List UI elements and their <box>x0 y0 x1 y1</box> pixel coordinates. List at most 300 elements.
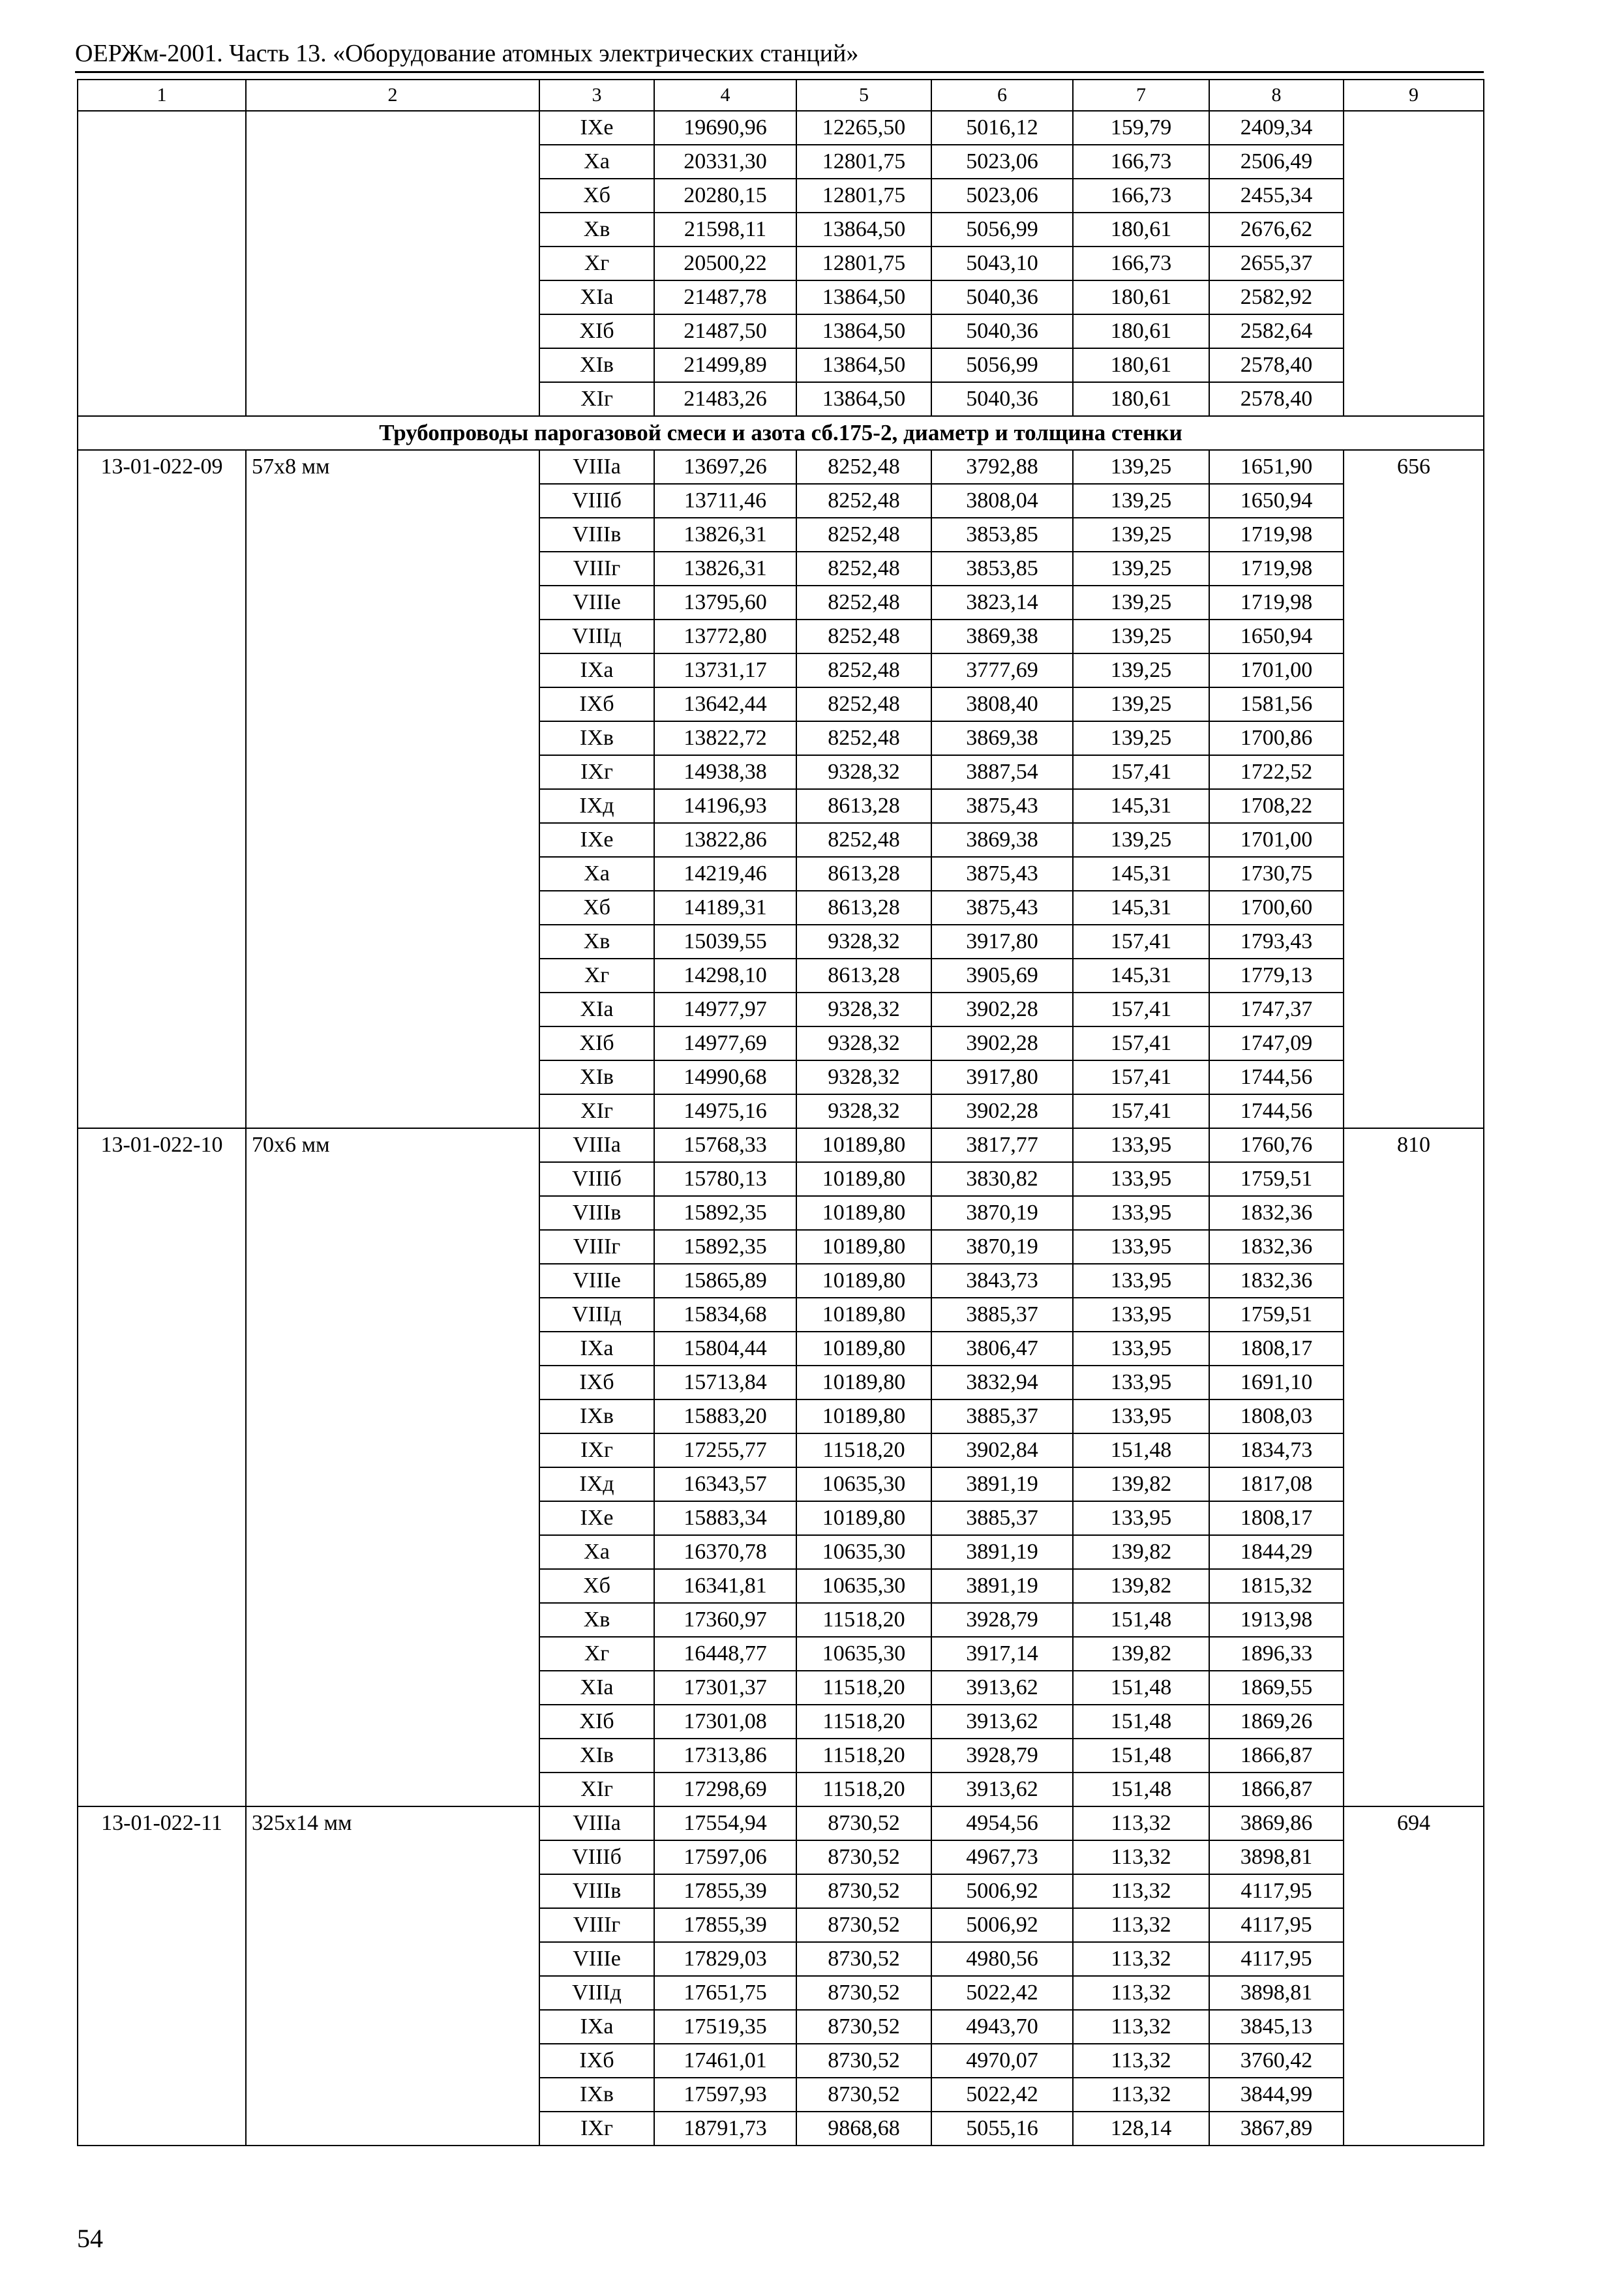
machinist-wages-cell: 151,48 <box>1073 1773 1209 1806</box>
machine-cost-cell: 5023,06 <box>931 179 1073 213</box>
machine-cost-cell: 5006,92 <box>931 1874 1073 1908</box>
machine-cost-cell: 3905,69 <box>931 959 1073 993</box>
machinist-wages-cell: 133,95 <box>1073 1366 1209 1399</box>
materials-cost-cell: 1759,51 <box>1209 1298 1344 1332</box>
materials-cost-cell: 1793,43 <box>1209 925 1344 959</box>
materials-cost-cell: 4117,95 <box>1209 1942 1344 1976</box>
machine-cost-cell: 3817,77 <box>931 1128 1073 1162</box>
zone-cell: Xб <box>539 891 654 925</box>
machine-cost-cell: 3869,38 <box>931 620 1073 653</box>
total-cost-cell: 13642,44 <box>654 687 796 721</box>
materials-cost-cell: 1808,17 <box>1209 1501 1344 1535</box>
machine-cost-cell: 4943,70 <box>931 2010 1073 2044</box>
zone-cell: Xг <box>539 247 654 280</box>
column-number: 1 <box>78 80 246 111</box>
machine-cost-cell: 3808,04 <box>931 484 1073 518</box>
machinist-wages-cell: 113,32 <box>1073 2078 1209 2112</box>
wages-cell: 10189,80 <box>796 1128 931 1162</box>
total-cost-cell: 13772,80 <box>654 620 796 653</box>
machine-cost-cell: 3875,43 <box>931 789 1073 823</box>
machine-cost-cell: 3823,14 <box>931 586 1073 620</box>
machine-cost-cell: 3875,43 <box>931 857 1073 891</box>
machinist-wages-cell: 113,32 <box>1073 1806 1209 1840</box>
materials-cost-cell: 3867,89 <box>1209 2112 1344 2146</box>
machine-cost-cell: 3885,37 <box>931 1501 1073 1535</box>
machinist-wages-cell: 145,31 <box>1073 891 1209 925</box>
wages-cell: 10189,80 <box>796 1298 931 1332</box>
wages-cell: 10189,80 <box>796 1230 931 1264</box>
machinist-wages-cell: 113,32 <box>1073 1942 1209 1976</box>
total-cost-cell: 15865,89 <box>654 1264 796 1298</box>
wages-cell: 9328,32 <box>796 755 931 789</box>
wages-cell: 8730,52 <box>796 1942 931 1976</box>
wages-cell: 13864,50 <box>796 280 931 314</box>
total-cost-cell: 17255,77 <box>654 1433 796 1467</box>
machinist-wages-cell: 145,31 <box>1073 789 1209 823</box>
wages-cell: 12801,75 <box>796 247 931 280</box>
materials-cost-cell: 1896,33 <box>1209 1637 1344 1671</box>
item-code: 13-01-022-11 <box>78 1806 246 2146</box>
total-cost-cell: 15834,68 <box>654 1298 796 1332</box>
total-cost-cell: 17313,86 <box>654 1739 796 1773</box>
zone-cell: IXг <box>539 2112 654 2146</box>
wages-cell: 8252,48 <box>796 450 931 484</box>
zone-cell: VIIIд <box>539 1298 654 1332</box>
machine-cost-cell: 3853,85 <box>931 552 1073 586</box>
column-number: 3 <box>539 80 654 111</box>
zone-cell: XIв <box>539 1739 654 1773</box>
zone-cell: VIIIб <box>539 1840 654 1874</box>
column-number: 6 <box>931 80 1073 111</box>
machine-cost-cell: 3891,19 <box>931 1569 1073 1603</box>
machine-cost-cell: 5040,36 <box>931 382 1073 416</box>
section-title: Трубопроводы парогазовой смеси и азота сб.175-2, диаметр и толщина стенки <box>78 416 1484 450</box>
total-cost-cell: 16448,77 <box>654 1637 796 1671</box>
total-cost-cell: 17298,69 <box>654 1773 796 1806</box>
materials-cost-cell: 1808,03 <box>1209 1399 1344 1433</box>
zone-cell: VIIIа <box>539 450 654 484</box>
materials-cost-cell: 2578,40 <box>1209 382 1344 416</box>
materials-cost-cell: 2506,49 <box>1209 145 1344 179</box>
machinist-wages-cell: 133,95 <box>1073 1264 1209 1298</box>
materials-cost-cell: 1815,32 <box>1209 1569 1344 1603</box>
wages-cell: 10635,30 <box>796 1467 931 1501</box>
materials-cost-cell: 1701,00 <box>1209 653 1344 687</box>
column-number: 2 <box>246 80 539 111</box>
table-row <box>78 111 1484 145</box>
zone-cell: Xа <box>539 145 654 179</box>
wages-cell: 10189,80 <box>796 1162 931 1196</box>
total-cost-cell: 20280,15 <box>654 179 796 213</box>
total-cost-cell: 21487,50 <box>654 314 796 348</box>
wages-cell: 8730,52 <box>796 2044 931 2078</box>
wages-cell: 11518,20 <box>796 1739 931 1773</box>
wages-cell: 13864,50 <box>796 382 931 416</box>
machine-cost-cell: 3806,47 <box>931 1332 1073 1366</box>
total-cost-cell: 13795,60 <box>654 586 796 620</box>
page-number: 54 <box>77 2224 103 2253</box>
machine-cost-cell: 3870,19 <box>931 1230 1073 1264</box>
table-body <box>78 80 1484 2146</box>
materials-cost-cell: 1866,87 <box>1209 1739 1344 1773</box>
machine-cost-cell: 5040,36 <box>931 280 1073 314</box>
machinist-wages-cell: 145,31 <box>1073 959 1209 993</box>
zone-cell: Xа <box>539 1535 654 1569</box>
zone-cell: XIб <box>539 314 654 348</box>
materials-cost-cell: 3898,81 <box>1209 1976 1344 2010</box>
total-cost-cell: 15883,20 <box>654 1399 796 1433</box>
materials-cost-cell: 1651,90 <box>1209 450 1344 484</box>
item-name: 57х8 мм <box>246 450 539 1128</box>
zone-cell: XIб <box>539 1026 654 1060</box>
total-cost-cell: 13822,86 <box>654 823 796 857</box>
item-name: 70х6 мм <box>246 1128 539 1806</box>
zone-cell: VIIIб <box>539 484 654 518</box>
section-row <box>78 416 1484 450</box>
column-number: 5 <box>796 80 931 111</box>
materials-cost-cell: 3760,42 <box>1209 2044 1344 2078</box>
machinist-wages-cell: 113,32 <box>1073 1840 1209 1874</box>
materials-cost-cell: 1581,56 <box>1209 687 1344 721</box>
total-cost-cell: 17829,03 <box>654 1942 796 1976</box>
total-cost-cell: 17597,06 <box>654 1840 796 1874</box>
table-row <box>78 450 1484 484</box>
machinist-wages-cell: 133,95 <box>1073 1230 1209 1264</box>
machinist-wages-cell: 180,61 <box>1073 213 1209 247</box>
machine-cost-cell: 5056,99 <box>931 213 1073 247</box>
materials-cost-cell: 1747,37 <box>1209 993 1344 1026</box>
machinist-wages-cell: 133,95 <box>1073 1332 1209 1366</box>
machinist-wages-cell: 180,61 <box>1073 314 1209 348</box>
wages-cell: 11518,20 <box>796 1671 931 1705</box>
zone-cell: XIг <box>539 1094 654 1128</box>
column-number: 7 <box>1073 80 1209 111</box>
materials-cost-cell: 1913,98 <box>1209 1603 1344 1637</box>
zone-cell: VIIIг <box>539 552 654 586</box>
machinist-wages-cell: 151,48 <box>1073 1739 1209 1773</box>
machinist-wages-cell: 157,41 <box>1073 993 1209 1026</box>
materials-cost-cell: 2409,34 <box>1209 111 1344 145</box>
total-cost-cell: 18791,73 <box>654 2112 796 2146</box>
machinist-wages-cell: 180,61 <box>1073 280 1209 314</box>
machinist-wages-cell: 113,32 <box>1073 1874 1209 1908</box>
machinist-wages-cell: 133,95 <box>1073 1298 1209 1332</box>
wages-cell: 10189,80 <box>796 1196 931 1230</box>
materials-cost-cell: 1744,56 <box>1209 1060 1344 1094</box>
zone-cell: VIIIв <box>539 518 654 552</box>
materials-cost-cell: 1730,75 <box>1209 857 1344 891</box>
zone-cell: XIа <box>539 1671 654 1705</box>
machine-cost-cell: 3869,38 <box>931 823 1073 857</box>
machinist-wages-cell: 157,41 <box>1073 1060 1209 1094</box>
total-cost-cell: 17301,37 <box>654 1671 796 1705</box>
materials-cost-cell: 3845,13 <box>1209 2010 1344 2044</box>
wages-cell: 11518,20 <box>796 1773 931 1806</box>
item-name <box>246 111 539 416</box>
zone-cell: Xг <box>539 1637 654 1671</box>
zone-cell: Xб <box>539 1569 654 1603</box>
machinist-wages-cell: 151,48 <box>1073 1603 1209 1637</box>
zone-cell: XIг <box>539 382 654 416</box>
page-header: ОЕРЖм-2001. Часть 13. «Оборудование атомных электрических станций» <box>75 40 859 67</box>
machine-cost-cell: 5055,16 <box>931 2112 1073 2146</box>
column-9-value <box>1344 111 1484 416</box>
wages-cell: 8730,52 <box>796 1908 931 1942</box>
wages-cell: 8613,28 <box>796 857 931 891</box>
materials-cost-cell: 1744,56 <box>1209 1094 1344 1128</box>
zone-cell: VIIIд <box>539 620 654 653</box>
machine-cost-cell: 3869,38 <box>931 721 1073 755</box>
item-code: 13-01-022-10 <box>78 1128 246 1806</box>
total-cost-cell: 13697,26 <box>654 450 796 484</box>
zone-cell: VIIIе <box>539 1942 654 1976</box>
materials-cost-cell: 1869,55 <box>1209 1671 1344 1705</box>
total-cost-cell: 19690,96 <box>654 111 796 145</box>
wages-cell: 8252,48 <box>796 687 931 721</box>
materials-cost-cell: 1700,86 <box>1209 721 1344 755</box>
materials-cost-cell: 1719,98 <box>1209 586 1344 620</box>
wages-cell: 8252,48 <box>796 620 931 653</box>
machinist-wages-cell: 180,61 <box>1073 348 1209 382</box>
zone-cell: IXв <box>539 1399 654 1433</box>
materials-cost-cell: 2655,37 <box>1209 247 1344 280</box>
materials-cost-cell: 1719,98 <box>1209 552 1344 586</box>
wages-cell: 12265,50 <box>796 111 931 145</box>
zone-cell: IXа <box>539 653 654 687</box>
zone-cell: VIIIа <box>539 1128 654 1162</box>
table-row <box>78 1128 1484 1162</box>
materials-cost-cell: 1834,73 <box>1209 1433 1344 1467</box>
total-cost-cell: 15713,84 <box>654 1366 796 1399</box>
column-9-value: 656 <box>1344 450 1484 1128</box>
total-cost-cell: 21487,78 <box>654 280 796 314</box>
zone-cell: Xг <box>539 959 654 993</box>
wages-cell: 11518,20 <box>796 1705 931 1739</box>
materials-cost-cell: 1817,08 <box>1209 1467 1344 1501</box>
wages-cell: 8730,52 <box>796 2010 931 2044</box>
machine-cost-cell: 5023,06 <box>931 145 1073 179</box>
zone-cell: Xв <box>539 213 654 247</box>
zone-cell: IXб <box>539 2044 654 2078</box>
machinist-wages-cell: 139,25 <box>1073 552 1209 586</box>
materials-cost-cell: 1691,10 <box>1209 1366 1344 1399</box>
wages-cell: 10635,30 <box>796 1637 931 1671</box>
wages-cell: 9328,32 <box>796 925 931 959</box>
zone-cell: IXг <box>539 1433 654 1467</box>
wages-cell: 13864,50 <box>796 213 931 247</box>
wages-cell: 10635,30 <box>796 1569 931 1603</box>
machine-cost-cell: 3792,88 <box>931 450 1073 484</box>
wages-cell: 8252,48 <box>796 484 931 518</box>
materials-cost-cell: 1808,17 <box>1209 1332 1344 1366</box>
materials-cost-cell: 1832,36 <box>1209 1230 1344 1264</box>
wages-cell: 9328,32 <box>796 1060 931 1094</box>
materials-cost-cell: 3844,99 <box>1209 2078 1344 2112</box>
header-rule <box>75 71 1484 73</box>
total-cost-cell: 16370,78 <box>654 1535 796 1569</box>
machinist-wages-cell: 166,73 <box>1073 179 1209 213</box>
machinist-wages-cell: 180,61 <box>1073 382 1209 416</box>
zone-cell: VIIIд <box>539 1976 654 2010</box>
machinist-wages-cell: 139,82 <box>1073 1535 1209 1569</box>
machine-cost-cell: 3885,37 <box>931 1298 1073 1332</box>
zone-cell: VIIIе <box>539 1264 654 1298</box>
machinist-wages-cell: 113,32 <box>1073 2044 1209 2078</box>
zone-cell: VIIIг <box>539 1908 654 1942</box>
total-cost-cell: 13711,46 <box>654 484 796 518</box>
machinist-wages-cell: 133,95 <box>1073 1501 1209 1535</box>
zone-cell: IXд <box>539 1467 654 1501</box>
machinist-wages-cell: 113,32 <box>1073 2010 1209 2044</box>
wages-cell: 10189,80 <box>796 1264 931 1298</box>
wages-cell: 8730,52 <box>796 2078 931 2112</box>
materials-cost-cell: 2455,34 <box>1209 179 1344 213</box>
zone-cell: XIв <box>539 1060 654 1094</box>
zone-cell: IXа <box>539 1332 654 1366</box>
wages-cell: 12801,75 <box>796 145 931 179</box>
wages-cell: 12801,75 <box>796 179 931 213</box>
machine-cost-cell: 3830,82 <box>931 1162 1073 1196</box>
machine-cost-cell: 4970,07 <box>931 2044 1073 2078</box>
wages-cell: 8613,28 <box>796 891 931 925</box>
item-code <box>78 111 246 416</box>
machinist-wages-cell: 157,41 <box>1073 1026 1209 1060</box>
materials-cost-cell: 1708,22 <box>1209 789 1344 823</box>
total-cost-cell: 15892,35 <box>654 1196 796 1230</box>
materials-cost-cell: 1719,98 <box>1209 518 1344 552</box>
total-cost-cell: 17301,08 <box>654 1705 796 1739</box>
machine-cost-cell: 3917,80 <box>931 925 1073 959</box>
machine-cost-cell: 3913,62 <box>931 1671 1073 1705</box>
materials-cost-cell: 1747,09 <box>1209 1026 1344 1060</box>
materials-cost-cell: 1844,29 <box>1209 1535 1344 1569</box>
total-cost-cell: 14219,46 <box>654 857 796 891</box>
materials-cost-cell: 3898,81 <box>1209 1840 1344 1874</box>
zone-cell: Xа <box>539 857 654 891</box>
machine-cost-cell: 3808,40 <box>931 687 1073 721</box>
machinist-wages-cell: 157,41 <box>1073 1094 1209 1128</box>
machinist-wages-cell: 139,82 <box>1073 1467 1209 1501</box>
materials-cost-cell: 2582,64 <box>1209 314 1344 348</box>
zone-cell: VIIIе <box>539 586 654 620</box>
machinist-wages-cell: 139,82 <box>1073 1569 1209 1603</box>
wages-cell: 8730,52 <box>796 1976 931 2010</box>
machine-cost-cell: 3887,54 <box>931 755 1073 789</box>
machinist-wages-cell: 113,32 <box>1073 1908 1209 1942</box>
total-cost-cell: 20331,30 <box>654 145 796 179</box>
machine-cost-cell: 3902,84 <box>931 1433 1073 1467</box>
total-cost-cell: 16341,81 <box>654 1569 796 1603</box>
column-number: 4 <box>654 80 796 111</box>
wages-cell: 8252,48 <box>796 721 931 755</box>
zone-cell: IXе <box>539 823 654 857</box>
zone-cell: IXг <box>539 755 654 789</box>
wages-cell: 9328,32 <box>796 993 931 1026</box>
table-row <box>78 1806 1484 1840</box>
total-cost-cell: 15039,55 <box>654 925 796 959</box>
zone-cell: IXв <box>539 2078 654 2112</box>
total-cost-cell: 20500,22 <box>654 247 796 280</box>
machinist-wages-cell: 139,25 <box>1073 484 1209 518</box>
column-number-row <box>78 80 1484 111</box>
wages-cell: 8252,48 <box>796 823 931 857</box>
item-name: 325х14 мм <box>246 1806 539 2146</box>
total-cost-cell: 13826,31 <box>654 552 796 586</box>
machinist-wages-cell: 139,25 <box>1073 586 1209 620</box>
machinist-wages-cell: 133,95 <box>1073 1399 1209 1433</box>
wages-cell: 13864,50 <box>796 314 931 348</box>
machine-cost-cell: 5043,10 <box>931 247 1073 280</box>
total-cost-cell: 16343,57 <box>654 1467 796 1501</box>
total-cost-cell: 14298,10 <box>654 959 796 993</box>
materials-cost-cell: 1866,87 <box>1209 1773 1344 1806</box>
wages-cell: 10189,80 <box>796 1399 931 1433</box>
machinist-wages-cell: 151,48 <box>1073 1433 1209 1467</box>
machinist-wages-cell: 151,48 <box>1073 1705 1209 1739</box>
machine-cost-cell: 3902,28 <box>931 1026 1073 1060</box>
zone-cell: VIIIб <box>539 1162 654 1196</box>
materials-cost-cell: 3869,86 <box>1209 1806 1344 1840</box>
wages-cell: 8730,52 <box>796 1874 931 1908</box>
machine-cost-cell: 3891,19 <box>931 1535 1073 1569</box>
column-9-value: 694 <box>1344 1806 1484 2146</box>
machine-cost-cell: 3917,14 <box>931 1637 1073 1671</box>
zone-cell: Xв <box>539 925 654 959</box>
machinist-wages-cell: 139,25 <box>1073 653 1209 687</box>
wages-cell: 8730,52 <box>796 1806 931 1840</box>
wages-cell: 10635,30 <box>796 1535 931 1569</box>
materials-cost-cell: 1832,36 <box>1209 1196 1344 1230</box>
machinist-wages-cell: 128,14 <box>1073 2112 1209 2146</box>
wages-cell: 13864,50 <box>796 348 931 382</box>
column-number: 8 <box>1209 80 1344 111</box>
materials-cost-cell: 1832,36 <box>1209 1264 1344 1298</box>
total-cost-cell: 13822,72 <box>654 721 796 755</box>
total-cost-cell: 17461,01 <box>654 2044 796 2078</box>
materials-cost-cell: 1722,52 <box>1209 755 1344 789</box>
materials-cost-cell: 1759,51 <box>1209 1162 1344 1196</box>
total-cost-cell: 14977,69 <box>654 1026 796 1060</box>
machine-cost-cell: 4954,56 <box>931 1806 1073 1840</box>
wages-cell: 10189,80 <box>796 1332 931 1366</box>
wages-cell: 11518,20 <box>796 1603 931 1637</box>
materials-cost-cell: 1700,60 <box>1209 891 1344 925</box>
total-cost-cell: 14189,31 <box>654 891 796 925</box>
materials-cost-cell: 1779,13 <box>1209 959 1344 993</box>
materials-cost-cell: 1650,94 <box>1209 484 1344 518</box>
machine-cost-cell: 4967,73 <box>931 1840 1073 1874</box>
zone-cell: XIб <box>539 1705 654 1739</box>
materials-cost-cell: 1760,76 <box>1209 1128 1344 1162</box>
machinist-wages-cell: 139,25 <box>1073 687 1209 721</box>
zone-cell: XIа <box>539 993 654 1026</box>
total-cost-cell: 14977,97 <box>654 993 796 1026</box>
machinist-wages-cell: 166,73 <box>1073 247 1209 280</box>
machine-cost-cell: 3875,43 <box>931 891 1073 925</box>
zone-cell: IXе <box>539 111 654 145</box>
wages-cell: 9328,32 <box>796 1026 931 1060</box>
materials-cost-cell: 2676,62 <box>1209 213 1344 247</box>
wages-cell: 9328,32 <box>796 1094 931 1128</box>
materials-cost-cell: 1650,94 <box>1209 620 1344 653</box>
column-9-value: 810 <box>1344 1128 1484 1806</box>
machine-cost-cell: 3891,19 <box>931 1467 1073 1501</box>
zone-cell: Xв <box>539 1603 654 1637</box>
machinist-wages-cell: 157,41 <box>1073 925 1209 959</box>
total-cost-cell: 15768,33 <box>654 1128 796 1162</box>
materials-cost-cell: 4117,95 <box>1209 1874 1344 1908</box>
zone-cell: IXа <box>539 2010 654 2044</box>
